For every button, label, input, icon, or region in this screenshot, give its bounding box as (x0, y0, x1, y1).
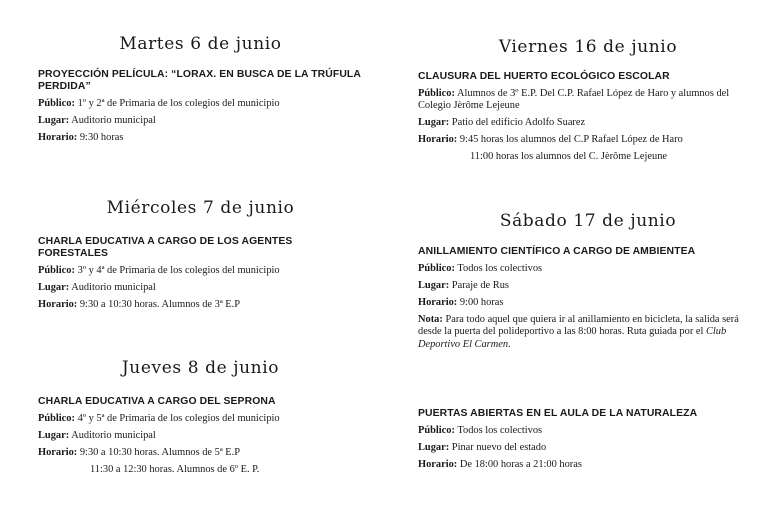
event-publico: Público: 3º y 4ª de Primaria de los colegios del municipio (38, 264, 280, 276)
event-horario: Horario: De 18:00 horas a 21:00 horas (418, 458, 582, 470)
day-section-jueves (38, 358, 363, 378)
event-publico: Público: Todos los colectivos (418, 424, 543, 436)
event-horario: Horario: 9:30 a 10:30 horas. Alumnos de 5ª E.P (38, 446, 241, 458)
event-title: PUERTAS ABIERTAS EN EL AULA DE LA NATURALEZA (418, 408, 698, 419)
event-publico: Público: Todos los colectivos (418, 262, 543, 274)
day-heading: Martes 6 de junio (119, 34, 282, 54)
event-title: ANILLAMIENTO CIENTÍFICO A CARGO DE AMBIENTEA (418, 246, 696, 257)
event-lugar: Lugar: Patio del edificio Adolfo Suarez (418, 117, 586, 128)
event-title: CHARLA EDUCATIVA A CARGO DE LOS AGENTES FORESTALES (38, 236, 293, 259)
event-horario: Horario: 9:45 horas los alumnos del C.P Rafael López de Haro (418, 134, 683, 145)
day-heading: Jueves 8 de junio (121, 358, 280, 378)
event-title: CLAUSURA DEL HUERTO ECOLÓGICO ESCOLAR (418, 71, 670, 82)
event-block (38, 396, 363, 481)
event-horario-2: 11:30 a 12:30 horas. Alumnos de 6º E. P. (90, 463, 260, 475)
event-block (418, 246, 758, 356)
event-publico: Público: 4º y 5ª de Primaria de los colegios del municipio (38, 412, 280, 424)
event-horario-2: 11:00 horas los alumnos del C. Jèrôme Lejeune (470, 151, 667, 162)
event-lugar: Lugar: Paraje de Rus (418, 279, 509, 291)
event-lugar: Lugar: Auditorio municipal (38, 114, 156, 126)
event-block (38, 236, 363, 316)
day-section-miercoles (38, 198, 363, 218)
day-section-viernes (418, 37, 758, 57)
event-horario: Horario: 9:00 horas (418, 296, 504, 308)
event-block (418, 71, 758, 168)
event-lugar: Lugar: Pinar nuevo del estado (418, 441, 547, 453)
day-section-sabado (418, 211, 758, 231)
event-block (38, 69, 363, 149)
event-block (418, 408, 758, 476)
day-section-martes (38, 34, 363, 54)
day-heading: Viernes 16 de junio (498, 37, 678, 57)
event-lugar: Lugar: Auditorio municipal (38, 281, 156, 293)
event-horario: Horario: 9:30 a 10:30 horas. Alumnos de 3ª E.P (38, 298, 241, 310)
event-nota: Nota: Para todo aquel que quiera ir al anillamiento en bicicleta, la salida será desde la puerta del polideportivo a las 8:00 horas. Ruta guiada por el Club Deportivo El Carmen. (418, 313, 739, 350)
day-heading: Sábado 17 de junio (499, 211, 677, 231)
event-lugar: Lugar: Auditorio municipal (38, 429, 156, 441)
event-horario: Horario: 9:30 horas (38, 131, 124, 143)
day-heading: Miércoles 7 de junio (106, 198, 295, 218)
event-title: CHARLA EDUCATIVA A CARGO DEL SEPRONA (38, 396, 276, 407)
event-title: PROYECCIÓN PELÍCULA: “LORAX. EN BUSCA DE LA TRÚFULA PERDIDA” (38, 69, 361, 92)
event-publico: Público: 1º y 2ª de Primaria de los colegios del municipio (38, 97, 280, 109)
event-publico: Público: Alumnos de 3º E.P. Del C.P. Rafael López de Haro y alumnos del Colegio Jèrôme Lejeune (418, 87, 730, 111)
